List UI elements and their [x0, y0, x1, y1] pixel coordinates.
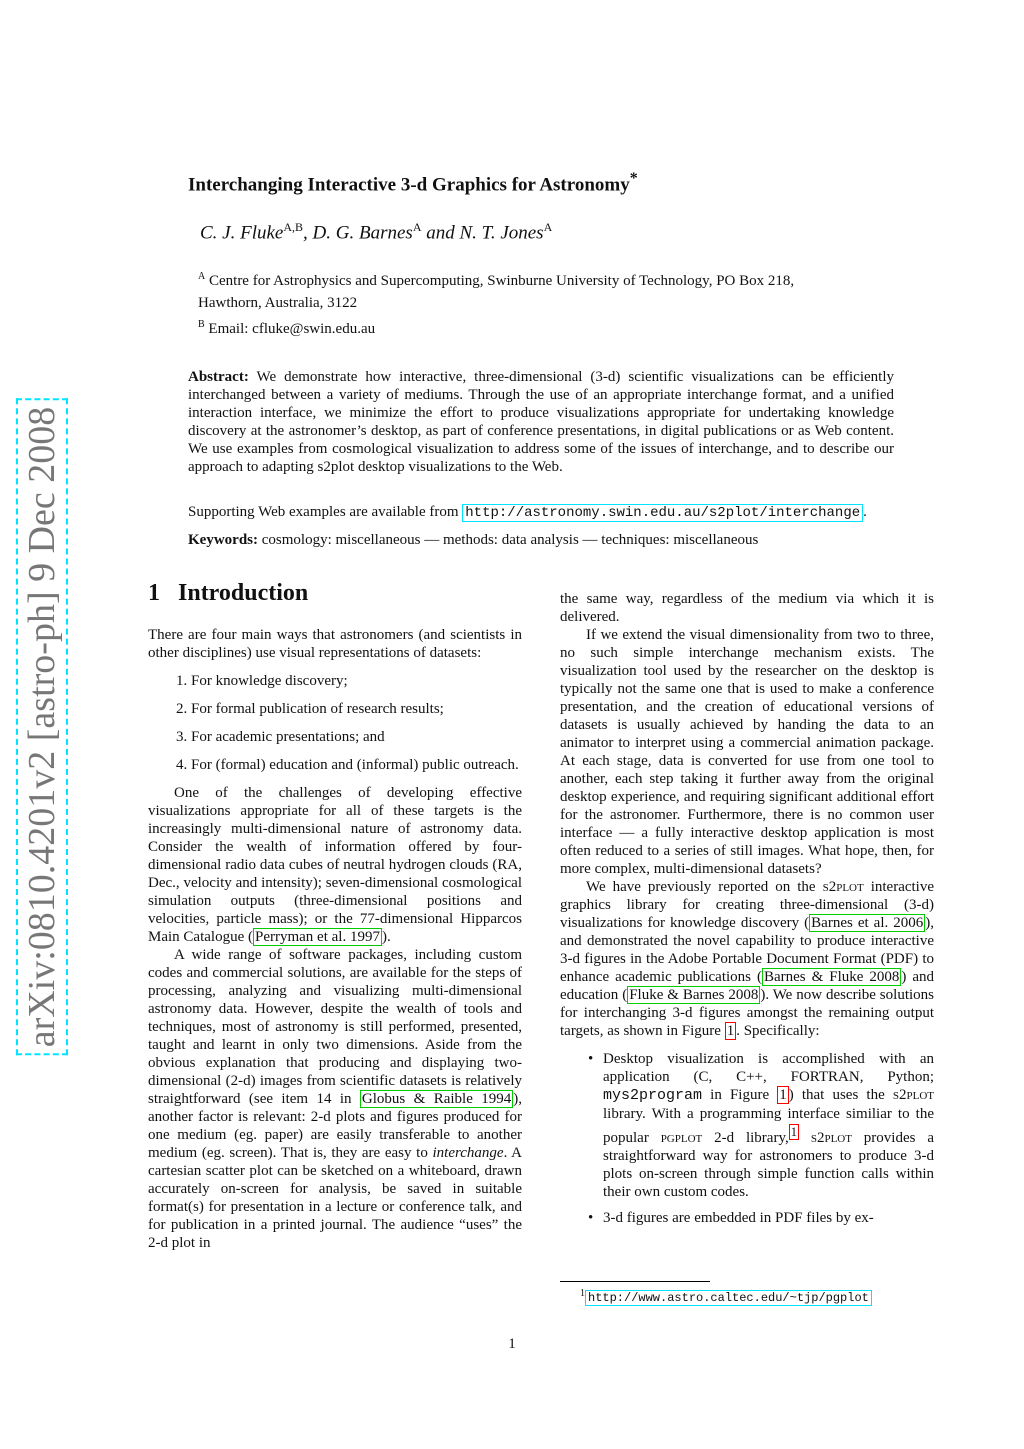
page-number: 1 — [508, 1336, 516, 1352]
title-footnote-mark: * — [629, 170, 638, 187]
footnote: $^1$ http://www.astro.caltec.edu/~tjp/pgplot — [580, 1288, 872, 1305]
interchange-url-link[interactable]: http://astronomy.swin.edu.au/s2plot/interchange — [462, 504, 863, 522]
section-number: 1 — [148, 580, 160, 606]
left-column — [148, 626, 522, 1252]
author-email: Email: cfluke@swin.edu.au — [208, 321, 376, 337]
output-targets-list — [560, 1050, 934, 1227]
paper-title: Interchanging Interactive 3-d Graphics for Astronomy* — [188, 170, 638, 196]
footnote-rule — [560, 1281, 710, 1282]
list-item: 1. For knowledge discovery; — [191, 672, 522, 690]
right-column — [560, 590, 934, 1235]
list-item: 4. For (formal) education and (informal) public outreach. — [191, 756, 522, 774]
usage-list — [148, 672, 522, 774]
paragraph: There are four main ways that astronomers (and scientists in other disciplines) use visual representations of datasets: — [148, 627, 522, 661]
figure-1-link[interactable]: 1 — [779, 1087, 787, 1103]
list-item: • Desktop visualization is accomplished with an application (C, C++, FORTRAN, Python; mys2program in Figure 1 ) that uses the s2plot library. With a programming interface similiar to the popular pgplot 2-d library, $^1$ s2plot provides a straightforward way for astronomers to produce 3-d plots on-screen through simple function calls within their own custom codes. — [603, 1050, 934, 1201]
arxiv-side-stamp — [12, 406, 72, 1048]
supporting-web-examples: Supporting Web examples are available from http://astronomy.swin.edu.au/s2plot/interchange . — [188, 504, 867, 521]
abstract-label: Abstract: — [188, 369, 249, 385]
footnote-1-link[interactable]: 1 — [790, 1125, 797, 1139]
pgplot-url-link[interactable]: http://www.astro.caltec.edu/~tjp/pgplot — [585, 1290, 872, 1306]
keywords-label: Keywords: — [188, 532, 258, 548]
author-list: C. J. Fluke$^{A,B}$, D. G. Barnes$^A$ and N. T. Jones$^A$ — [200, 220, 553, 244]
figure-1-link[interactable]: 1 — [726, 1023, 735, 1039]
keywords: Keywords: cosmology: miscellaneous — methods: data analysis — techniques: miscellaneous — [188, 532, 759, 548]
list-item: 3. For academic presentations; and — [191, 728, 522, 746]
citation-perryman-1997[interactable]: Perryman et al. 1997 — [254, 929, 380, 945]
citation-barnes-2006[interactable]: Barnes et al. 2006 — [811, 915, 924, 931]
author-2: D. G. Barnes — [312, 222, 413, 244]
list-item: 2. For formal publication of research results; — [191, 700, 522, 718]
paragraph: One of the challenges of developing effective visualizations appropriate for all of these targets is the increasingly multi-dimensional nature of astronomy data. Consider the wealth of information offered by four-dimensional radio data cubes of neutral hydrogen clouds (RA, Dec., velocity and intensity); seven-dimensional cosmological simulation outputs (three-dimensional positions and velocities, particle mass); or the 77-dimensional Hipparcos Main Catalogue ( Perryman et al. 1997 ). — [148, 785, 522, 945]
citation-globus-raible-1994[interactable]: Globus & Raible 1994 — [361, 1091, 512, 1107]
abstract-text: We demonstrate how interactive, three-dimensional (3-d) scientific visualizations can be efficiently interchanged between a variety of mediums. Through the use of an appropriate interchange format, and a unified interaction interface, we minimize the effort to produce visualizations appropriate for undertaking knowledge discovery at the astronomer’s desktop, as part of conference presentations, in digital publications or as Web content. We use examples from cosmological visualization to address some of the issues of interchange, and to describe our approach to adapting s2plot desktop visualizations to the Web. — [188, 369, 894, 475]
affiliations: $^A$ Centre for Astrophysics and Supercomputing, Swinburne University of Technology, PO Box 218, Hawthorn, Australia, 3122 $^B$ Email: cfluke@swin.edu.au — [198, 271, 795, 337]
citation-fluke-barnes-2008[interactable]: Fluke & Barnes 2008 — [629, 987, 759, 1003]
citation-barnes-fluke-2008[interactable]: Barnes & Fluke 2008 — [763, 969, 900, 985]
author-1: C. J. Fluke — [200, 222, 284, 244]
author-3: N. T. Jones — [459, 222, 544, 244]
paragraph: A wide range of software packages, including custom codes and commercial solutions, are available for the steps of processing, analyzing and visualizing multi-dimensional astronomy data. However, despite the wealth of tools and techniques, most of astronomy is still performed, presented, taught and learnt in only two dimensions. Aside from the obvious explanation that producing and displaying two-dimensional (2-d) images from scientific datasets is relatively straightforward (see item 14 in Globus & Raible 1994 ), another factor is relevant: 2-d plots and figures produced for one medium (eg. paper) are easily transferable to another medium (eg. screen). That is, they are easy to interchange. A cartesian scatter plot can be sketched on a whiteboard, drawn accurately on-screen for analysis, be saved in suitable format(s) for presentation in a lecture or conference talk, and for publication in a printed journal. The audience “uses” the 2-d plot in — [148, 947, 522, 1251]
arxiv-identifier[interactable]: arXiv:0810.4201v2 [astro-ph] 9 Dec 2008 — [16, 399, 68, 1056]
abstract — [188, 368, 894, 476]
paragraph: the same way, regardless of the medium via which it is delivered. — [560, 591, 934, 625]
section-title: Introduction — [178, 580, 309, 606]
paragraph: If we extend the visual dimensionality from two to three, no such simple interchange mechanism exists. The visualization tool used by the researcher on the desktop is typically not the same one that is used to make a conference presentation, and the creation of educational versions of datasets is usually achieved by handing the data to an animator to interpret using a commercial animation package. At each stage, data is converted for use from one tool to another, each step taking it further away from the original desktop experience, and requiring significant additional effort for the astronomer. Furthermore, there is no common user interface — a fully interactive desktop application is most often reduced to a series of still images. What hope, then, for more complex, multi-dimensional datasets? — [560, 627, 934, 877]
list-item: • 3-d figures are embedded in PDF files by ex- — [603, 1209, 934, 1227]
section-heading — [148, 580, 308, 607]
paragraph: We have previously reported on the s2plot interactive graphics library for creating three-dimensional (3-d) visualizations for knowledge discovery ( Barnes et al. 2006 ), and demonstrated the novel capability to produce interactive 3-d figures in the Adobe Portable Document Format (PDF) to enhance academic publications ( Barnes & Fluke 2008 ) and education ( Fluke & Barnes 2008 ). We now describe solutions for interchanging 3-d figures amongst the remaining output targets, as shown in Figure 1 . Specifically: — [560, 879, 935, 1039]
